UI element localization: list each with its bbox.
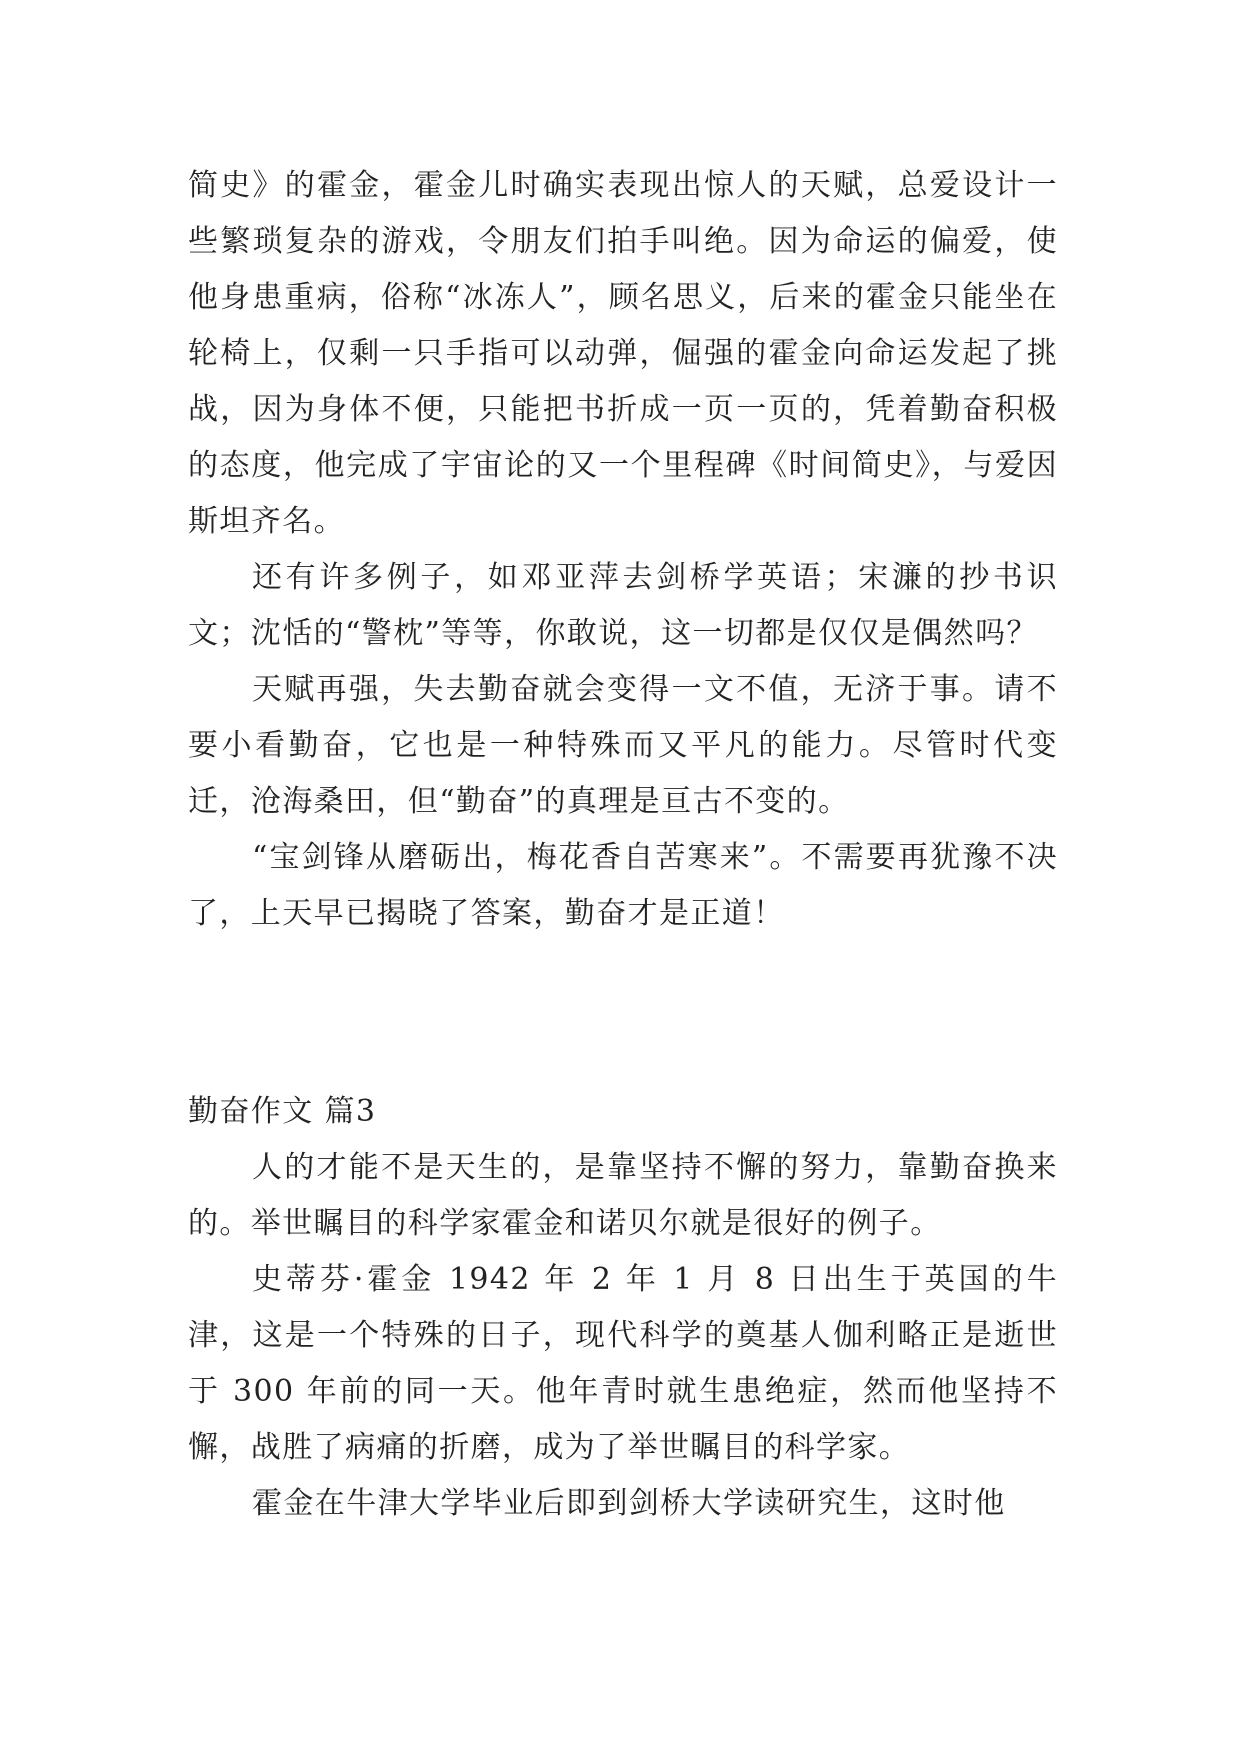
paragraph: 还有许多例子，如邓亚萍去剑桥学英语；宋濂的抄书识文；沈恬的“警枕”等等，你敢说，这一切都是仅仅是偶然吗？ (188, 560, 1058, 651)
paragraph: 史蒂芬·霍金 1942 年 2 年 1 月 8 日出生于英国的牛津，这是一个特殊的日子，现代科学的奠基人伽利略正是逝世于 300 年前的同一天。他年青时就生患绝症，然而他坚持不懈，战胜了病痛的折磨，成为了举世瞩目的科学家。 (188, 1262, 1058, 1465)
paragraph: “宝剑锋从磨砺出，梅花香自苦寒来”。不需要再犹豫不决了，上天早已揭晓了答案，勤奋才是正道！ (188, 840, 1058, 931)
section-heading: 勤奋作文 篇3 (188, 1094, 377, 1129)
body-text-section-1 (188, 158, 1058, 942)
paragraph: 人的才能不是天生的，是靠坚持不懈的努力，靠勤奋换来的。举世瞩目的科学家霍金和诺贝尔就是很好的例子。 (188, 1150, 1058, 1241)
paragraph: 天赋再强，失去勤奋就会变得一文不值，无济于事。请不要小看勤奋，它也是一种特殊而又平凡的能力。尽管时代变迁，沧海桑田，但“勤奋”的真理是亘古不变的。 (188, 672, 1058, 819)
paragraph: 霍金在牛津大学毕业后即到剑桥大学读研究生，这时他 (252, 1486, 1006, 1521)
body-text-section-2 (188, 1140, 1058, 1532)
paragraph-continuation: 简史》的霍金，霍金儿时确实表现出惊人的天赋，总爱设计一些繁琐复杂的游戏，令朋友们拍手叫绝。因为命运的偏爱，使他身患重病，俗称“冰冻人”，顾名思义，后来的霍金只能坐在轮椅上，仅剩一只手指可以动弹，倔强的霍金向命运发起了挑战，因为身体不便，只能把书折成一页一页的，凭着勤奋积极的态度，他完成了宇宙论的又一个里程碑《时间简史》，与爱因斯坦齐名。 (188, 168, 1058, 539)
